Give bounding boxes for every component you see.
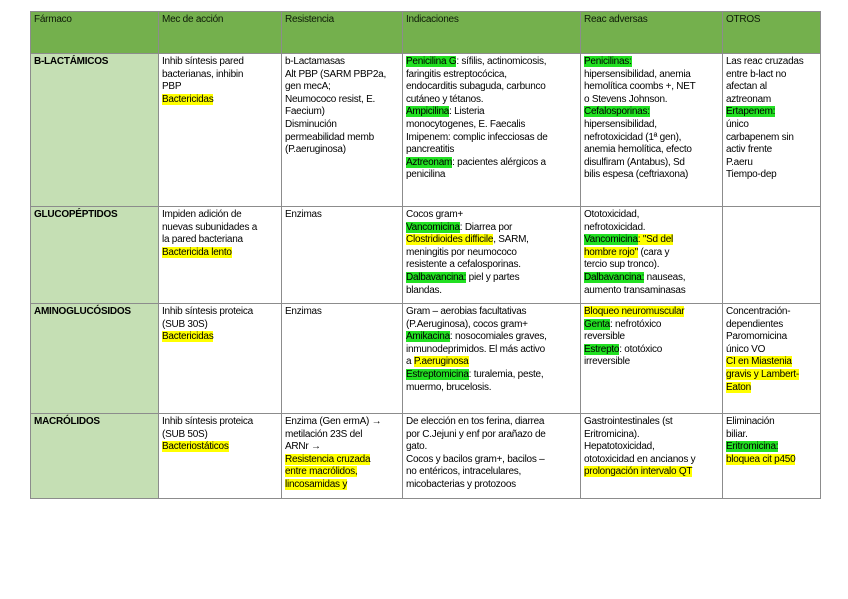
cell-line — [406, 259, 577, 272]
cell-line — [406, 306, 577, 319]
cell-text: meningitis por neumococo — [406, 246, 517, 258]
cell-text: cutáneo y tétanos. — [406, 93, 484, 105]
cell-text: P.aeru — [726, 156, 753, 168]
cell-text: gato. — [406, 441, 427, 453]
cell-line — [162, 234, 278, 247]
cell-line — [162, 441, 278, 454]
cell-text: Impiden adición de — [162, 209, 242, 220]
mechanism-cell — [159, 304, 282, 414]
cell-line — [406, 247, 577, 260]
cell-text: biliar. — [726, 428, 748, 440]
cell-line — [406, 234, 577, 247]
drug-class-cell: AMINOGLUCÓSIDOS — [31, 304, 159, 414]
cell-line — [162, 56, 278, 69]
highlighted-text: hombre rojo" — [584, 246, 638, 258]
cell-line — [726, 319, 817, 332]
cell-text: Cocos y bacilos gram+, bacilos – — [406, 453, 545, 465]
cell-text: Inhib síntesis proteica — [162, 306, 253, 317]
cell-line — [726, 157, 817, 170]
cell-text: Imipenem: complic infecciosas de — [406, 131, 548, 143]
cell-text: carbapenem sin — [726, 131, 794, 143]
cell-line — [162, 247, 278, 260]
header-resistencia: Resistencia — [282, 12, 403, 54]
cell-text: Inhib síntesis proteica — [162, 416, 253, 427]
cell-line — [406, 331, 577, 344]
cell-text: Enzima (Gen ermA) → — [285, 416, 382, 427]
cell-line — [584, 169, 719, 182]
cell-text: : Listeria — [449, 106, 485, 118]
cell-line — [726, 441, 817, 454]
cell-text: Tiempo-dep — [726, 169, 777, 181]
header-indicaciones: Indicaciones — [403, 12, 581, 54]
highlighted-text: Aztreonam — [406, 156, 453, 168]
cell-line — [584, 132, 719, 145]
cell-text: pancreatitis — [406, 144, 455, 156]
indications-cell — [403, 304, 581, 414]
cell-text: aztreonam — [726, 93, 771, 105]
cell-line — [162, 416, 278, 429]
cell-text: anemia hemolítica, efecto — [584, 144, 692, 156]
cell-text: bilis espesa (ceftriaxona) — [584, 169, 689, 181]
highlighted-text: Bloqueo neuromuscular — [584, 306, 685, 317]
highlighted-text: Resistencia cruzada — [285, 453, 371, 465]
cell-text: De elección en tos ferina, diarrea — [406, 416, 545, 427]
cell-text: nuevas subunidades a — [162, 221, 258, 233]
cell-line — [162, 319, 278, 332]
cell-text: tercio sup tronco). — [584, 259, 660, 271]
cell-text: gen mecA; — [285, 81, 331, 93]
cell-line — [584, 209, 719, 222]
cell-line — [406, 416, 577, 429]
cell-line — [406, 344, 577, 357]
cell-line — [406, 132, 577, 145]
cell-text: ARNr → — [285, 441, 321, 453]
table-body — [31, 12, 821, 499]
cell-line — [406, 144, 577, 157]
cell-text: único VO — [726, 343, 766, 355]
cell-line — [726, 69, 817, 82]
cell-text: afectan al — [726, 81, 767, 93]
highlighted-text: Estrepto — [584, 343, 620, 355]
table-row — [31, 207, 821, 304]
cell-line — [584, 319, 719, 332]
cell-text: , SARM, — [493, 234, 529, 246]
cell-text: Faecium) — [285, 106, 325, 118]
cell-line — [726, 119, 817, 132]
cell-line — [406, 466, 577, 479]
header-row — [31, 12, 821, 54]
cell-text: a — [406, 356, 414, 368]
cell-text: muermo, brucelosis. — [406, 381, 492, 393]
cell-line — [584, 306, 719, 319]
cell-line — [406, 94, 577, 107]
cell-text: irreversible — [584, 356, 630, 368]
cell-text: dependientes — [726, 318, 784, 330]
cell-text: o Stevens Johnson. — [584, 93, 668, 105]
highlighted-text: Ampicilina — [406, 106, 450, 118]
cell-text: Concentración- — [726, 306, 791, 317]
cell-line — [584, 416, 719, 429]
cell-text: : pacientes alérgicos a — [452, 156, 546, 168]
cell-line — [406, 369, 577, 382]
cell-line — [285, 209, 399, 222]
indications-cell — [403, 414, 581, 499]
cell-text: Ototoxicidad, — [584, 209, 640, 220]
cell-text: Enzimas — [285, 209, 322, 220]
cell-line — [726, 356, 817, 369]
cell-line — [584, 222, 719, 235]
cell-text: piel y partes — [466, 271, 520, 283]
cell-text: metilación 23S del — [285, 428, 363, 440]
cell-line — [285, 81, 399, 94]
resistance-cell — [282, 207, 403, 304]
cell-text: Inhib síntesis pared — [162, 56, 244, 67]
cell-text: : sífilis, actinomicosis, — [456, 56, 547, 67]
resistance-cell — [282, 304, 403, 414]
cell-line — [584, 454, 719, 467]
highlighted-text: P.aeruginosa — [413, 356, 469, 368]
mechanism-cell — [159, 414, 282, 499]
drug-class-cell: B-LACTÁMICOS — [31, 54, 159, 207]
cell-line — [584, 119, 719, 132]
cell-line — [285, 94, 399, 107]
cell-line — [162, 429, 278, 442]
adverse-reactions-cell — [581, 414, 723, 499]
pharmacology-table — [30, 11, 821, 499]
cell-text: (SUB 50S) — [162, 428, 208, 440]
cell-text: hemolítica coombs +, NET — [584, 81, 696, 93]
header-mecanismo: Mec de acción — [159, 12, 282, 54]
cell-line — [162, 306, 278, 319]
cell-line — [162, 209, 278, 222]
header-otros: OTROS — [723, 12, 821, 54]
cell-line — [584, 441, 719, 454]
cell-line — [285, 429, 399, 442]
cell-text: micobacterias y protozoos — [406, 478, 516, 490]
cell-line — [285, 479, 399, 492]
cell-line — [285, 56, 399, 69]
cell-text: aumento transaminasas — [584, 284, 686, 296]
cell-line — [162, 81, 278, 94]
highlighted-text: Bactericida lento — [162, 246, 232, 258]
cell-line — [162, 222, 278, 235]
highlighted-text: bloquea cit p450 — [726, 453, 796, 465]
adverse-reactions-cell — [581, 207, 723, 304]
cell-text: Alt PBP (SARM PBP2a, — [285, 68, 386, 80]
table-row — [31, 304, 821, 414]
cell-text: : turalemia, peste, — [468, 368, 544, 380]
cell-line — [285, 106, 399, 119]
cell-line — [584, 69, 719, 82]
highlighted-text: entre macrólidos, — [285, 466, 358, 478]
highlighted-text: Vancomicina — [406, 221, 460, 233]
cell-line — [726, 306, 817, 319]
highlighted-text: Eritromicina: — [726, 441, 779, 453]
cell-line — [406, 209, 577, 222]
cell-text: (SUB 30S) — [162, 318, 208, 330]
cell-line — [285, 119, 399, 132]
cell-line — [726, 94, 817, 107]
cell-text: Disminución — [285, 118, 337, 130]
cell-text: : Diarrea por — [459, 221, 513, 233]
cell-text: Eritromicina). — [584, 428, 640, 440]
cell-line — [406, 157, 577, 170]
adverse-reactions-cell — [581, 54, 723, 207]
cell-text: resistente a cefalosporinas. — [406, 259, 521, 271]
cell-line — [406, 319, 577, 332]
cell-text: entre b-lact no — [726, 68, 787, 80]
highlighted-text: : "Sd del — [637, 234, 673, 246]
cell-line — [406, 356, 577, 369]
cell-line — [406, 222, 577, 235]
cell-text: reversible — [584, 331, 625, 343]
cell-line — [406, 69, 577, 82]
other-notes-cell — [723, 304, 821, 414]
cell-text: Paromomicina — [726, 331, 787, 343]
cell-line — [584, 106, 719, 119]
highlighted-text: Dalbavancina: — [584, 271, 645, 283]
mechanism-cell — [159, 54, 282, 207]
highlighted-text: Bactericidas — [162, 93, 214, 105]
highlighted-text: Bacteriostáticos — [162, 441, 229, 453]
cell-text: disulfiram (Antabus), Sd — [584, 156, 685, 168]
cell-line — [726, 344, 817, 357]
cell-text: ototoxicidad en ancianos y — [584, 453, 696, 465]
cell-text: único — [726, 118, 749, 130]
cell-line — [584, 157, 719, 170]
cell-line — [406, 169, 577, 182]
cell-text: blandas. — [406, 284, 442, 296]
cell-line — [406, 81, 577, 94]
drug-class-cell: MACRÓLIDOS — [31, 414, 159, 499]
cell-line — [726, 106, 817, 119]
cell-line — [162, 69, 278, 82]
cell-text: Gastrointestinales (st — [584, 416, 673, 427]
drug-class-cell: GLUCOPÉPTIDOS — [31, 207, 159, 304]
cell-line — [285, 454, 399, 467]
cell-line — [406, 454, 577, 467]
highlighted-text: Amikacina — [406, 331, 450, 343]
cell-text: la pared bacteriana — [162, 234, 243, 246]
cell-line — [726, 429, 817, 442]
cell-line — [584, 81, 719, 94]
cell-line — [584, 259, 719, 272]
cell-line — [726, 454, 817, 467]
highlighted-text: Cefalosporinas: — [584, 106, 650, 118]
cell-line — [584, 466, 719, 479]
cell-text: endocarditis subaguda, carbunco — [406, 81, 546, 93]
cell-line — [285, 306, 399, 319]
cell-line — [406, 441, 577, 454]
cell-line — [285, 441, 399, 454]
cell-line — [406, 119, 577, 132]
cell-text: (P.Aeruginosa), cocos gram+ — [406, 318, 528, 330]
cell-line — [584, 429, 719, 442]
cell-line — [584, 56, 719, 69]
cell-text: Hepatotoxicidad, — [584, 441, 655, 453]
highlighted-text: Clostridioides difficile — [406, 234, 494, 246]
highlighted-text: Estreptomicina — [406, 368, 469, 380]
header-reacciones-adversas: Reac adversas — [581, 12, 723, 54]
mechanism-cell — [159, 207, 282, 304]
indications-cell — [403, 54, 581, 207]
cell-line — [726, 132, 817, 145]
cell-text: nefrotoxicidad. — [584, 221, 646, 233]
cell-text: bacterianas, inhibin — [162, 68, 244, 80]
cell-text: : nefrotóxico — [610, 318, 662, 330]
cell-line — [162, 94, 278, 107]
cell-line — [726, 56, 817, 69]
highlighted-text: Penicilinas: — [584, 56, 632, 67]
cell-line — [726, 331, 817, 344]
cell-text: nefrotoxicidad (1ª gen), — [584, 131, 682, 143]
resistance-cell — [282, 414, 403, 499]
cell-text: permeabilidad memb — [285, 131, 374, 143]
table-row — [31, 414, 821, 499]
highlighted-text: Bactericidas — [162, 331, 214, 343]
highlighted-text: gravis y Lambert- — [726, 368, 799, 380]
cell-text: Neumococo resist, E. — [285, 93, 376, 105]
highlighted-text: Ertapenem: — [726, 106, 776, 118]
cell-text: no entéricos, intracelulares, — [406, 466, 522, 478]
highlighted-text: Vancomicina — [584, 234, 638, 246]
resistance-cell — [282, 54, 403, 207]
cell-line — [584, 356, 719, 369]
other-notes-cell — [723, 414, 821, 499]
cell-text: monocytogenes, E. Faecalis — [406, 118, 526, 130]
adverse-reactions-cell — [581, 304, 723, 414]
highlighted-text: Genta — [584, 318, 610, 330]
cell-line — [726, 144, 817, 157]
cell-line — [726, 81, 817, 94]
cell-text: (cara y — [637, 246, 670, 258]
cell-text: hipersensibilidad, — [584, 118, 657, 130]
cell-text: por C.Jejuni y enf por arañazo de — [406, 428, 546, 440]
other-notes-cell — [723, 207, 821, 304]
cell-line — [406, 285, 577, 298]
cell-text: : nosocomiales graves, — [449, 331, 547, 343]
cell-text: Eliminación — [726, 416, 775, 427]
cell-line — [285, 69, 399, 82]
cell-line — [584, 144, 719, 157]
cell-line — [285, 132, 399, 145]
highlighted-text: prolongación intervalo QT — [584, 466, 693, 478]
cell-line — [285, 144, 399, 157]
cell-text: (P.aeruginosa) — [285, 144, 346, 156]
cell-text: nauseas, — [644, 271, 686, 283]
cell-line — [406, 429, 577, 442]
cell-line — [406, 479, 577, 492]
cell-line — [584, 94, 719, 107]
cell-text: inmunodeprimidos. El más activo — [406, 343, 545, 355]
cell-line — [406, 106, 577, 119]
indications-cell — [403, 207, 581, 304]
cell-line — [726, 416, 817, 429]
highlighted-text: Dalbavancina: — [406, 271, 467, 283]
cell-line — [726, 169, 817, 182]
table-row — [31, 54, 821, 207]
cell-text: penicilina — [406, 169, 446, 181]
cell-text: Las reac cruzadas — [726, 56, 804, 67]
cell-line — [584, 247, 719, 260]
cell-line — [406, 56, 577, 69]
cell-line — [584, 285, 719, 298]
cell-text: b-Lactamasas — [285, 56, 345, 67]
cell-line — [584, 344, 719, 357]
cell-text: faringitis estreptocócica, — [406, 68, 507, 80]
cell-text: Enzimas — [285, 306, 322, 317]
cell-line — [285, 466, 399, 479]
highlighted-text: lincosamidas y — [285, 478, 348, 490]
cell-line — [406, 382, 577, 395]
highlighted-text: Penicilina G — [406, 56, 457, 67]
cell-text: PBP — [162, 81, 182, 93]
cell-text: : ototóxico — [619, 343, 663, 355]
cell-text: activ frente — [726, 144, 772, 156]
cell-line — [406, 272, 577, 285]
cell-line — [584, 272, 719, 285]
other-notes-cell — [723, 54, 821, 207]
highlighted-text: CI en Miastenia — [726, 356, 792, 368]
highlighted-text: Eaton — [726, 381, 751, 393]
cell-text: Gram – aerobias facultativas — [406, 306, 527, 317]
cell-line — [726, 382, 817, 395]
cell-line — [285, 416, 399, 429]
cell-line — [726, 369, 817, 382]
header-farmaco: Fármaco — [31, 12, 159, 54]
cell-line — [162, 331, 278, 344]
cell-line — [584, 234, 719, 247]
cell-line — [584, 331, 719, 344]
cell-text: Cocos gram+ — [406, 209, 463, 220]
cell-text: hipersensibilidad, anemia — [584, 68, 691, 80]
